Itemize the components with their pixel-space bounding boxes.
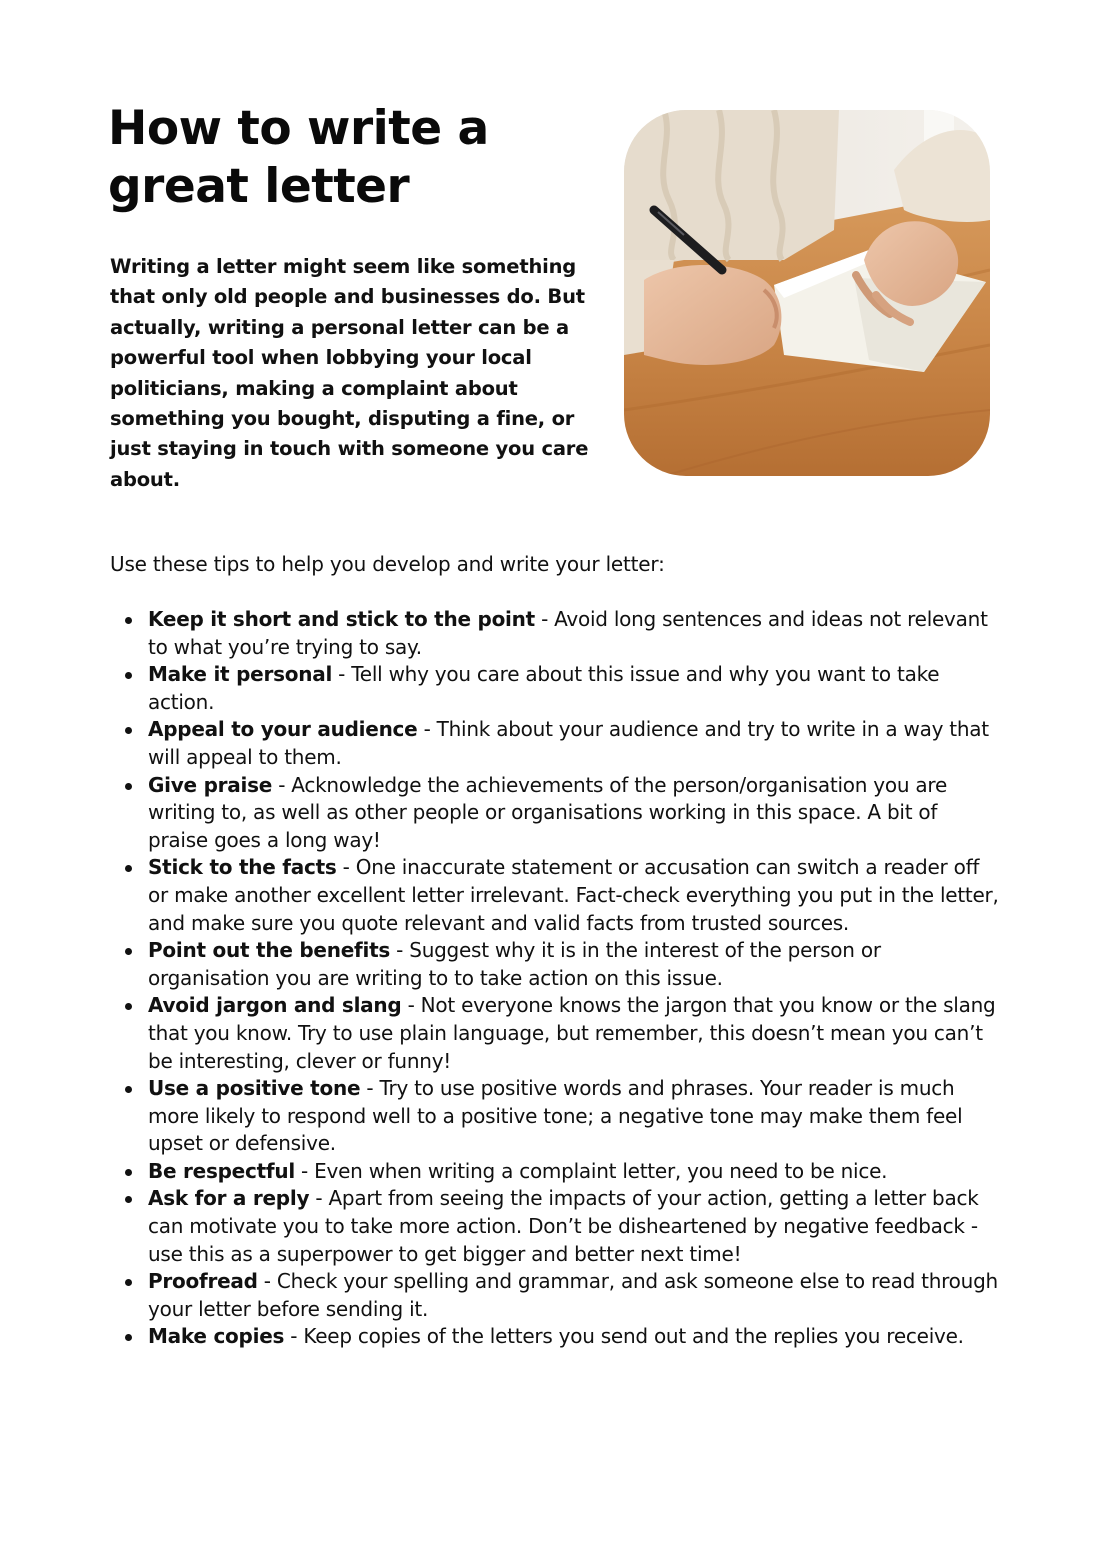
- list-item: [110, 854, 1000, 937]
- tip-text: - Not everyone knows the jargon that you know or the slang that you know. Try to use plain language, but remember, this doesn’t mean you can’t be interesting, clever or funny!: [148, 993, 996, 1073]
- tips-list: [110, 606, 1000, 1351]
- tip-text: - One inaccurate statement or accusation can switch a reader off or make another excellent letter irrelevant. Fact-check everything you put in the letter, and make sure you quote relevant and valid facts from trusted sources.: [148, 855, 999, 935]
- tip-term: Point out the benefits: [148, 938, 391, 963]
- list-item: [110, 937, 1000, 992]
- intro-paragraph: Writing a letter might seem like something that only old people and businesses do. But actually, writing a personal letter can be a powerful tool when lobbying your local politicians, making a complaint about something you bought, disputing a fine, or just staying in touch with someone you care about.: [110, 255, 589, 491]
- list-item: [110, 992, 1000, 1075]
- tip-term: Give praise: [148, 772, 273, 797]
- bullet-icon: [125, 865, 132, 872]
- list-item: [110, 1185, 1000, 1268]
- bullet-icon: [125, 1279, 132, 1286]
- bullet-icon: [125, 1334, 132, 1341]
- tip-text: - Try to use positive words and phrases. Your reader is much more likely to respond well to a positive tone; a negative tone may make them feel upset or defensive.: [148, 1076, 963, 1156]
- letter-writing-photo: [624, 110, 990, 476]
- list-item: [110, 606, 1000, 661]
- tip-text: - Think about your audience and try to write in a way that will appeal to them.: [148, 717, 989, 769]
- tip-term: Stick to the facts: [148, 855, 337, 880]
- tip-term: Ask for a reply: [148, 1186, 310, 1211]
- tips-lead-text: Use these tips to help you develop and write your letter:: [110, 552, 665, 576]
- list-item: [110, 1323, 1000, 1351]
- list-item: [110, 1075, 1000, 1158]
- tip-text: - Even when writing a complaint letter, you need to be nice.: [294, 1158, 888, 1183]
- tip-term: Be respectful: [148, 1158, 295, 1183]
- bullet-icon: [125, 617, 132, 624]
- tip-term: Avoid jargon and slang: [148, 993, 402, 1018]
- list-item: [110, 716, 1000, 771]
- tip-term: Keep it short and stick to the point: [148, 607, 535, 631]
- list-item: [110, 772, 1000, 855]
- bullet-icon: [125, 1196, 132, 1203]
- bullet-icon: [125, 1003, 132, 1010]
- tip-text: - Acknowledge the achievements of the person/organisation you are writing to, as well as other people or organisations working in this space. A bit of praise goes a long way!: [148, 772, 947, 852]
- hand-writing-illustration: [624, 110, 990, 476]
- tip-text: - Tell why you care about this issue and why you want to take action.: [148, 662, 940, 714]
- bullet-icon: [125, 948, 132, 955]
- list-item: [110, 1158, 1000, 1186]
- tip-text: - Keep copies of the letters you send out and the replies you receive.: [284, 1324, 964, 1349]
- bullet-icon: [125, 727, 132, 734]
- bullet-icon: [125, 1169, 132, 1176]
- bullet-icon: [125, 672, 132, 679]
- tip-term: Make it personal: [148, 662, 333, 687]
- bullet-icon: [125, 783, 132, 790]
- page-title: How to write a great letter: [108, 101, 489, 214]
- tip-text: - Check your spelling and grammar, and ask someone else to read through your letter before sending it.: [148, 1269, 998, 1321]
- tip-text: - Apart from seeing the impacts of your action, getting a letter back can motivate you to take more action. Don’t be disheartened by negative feedback - use this as a superpower to get bigger and better next time!: [148, 1186, 979, 1266]
- tip-text: - Suggest why it is in the interest of the person or organisation you are writing to to take action on this issue.: [148, 938, 881, 990]
- tip-text: - Avoid long sentences and ideas not relevant to what you’re trying to say.: [148, 607, 988, 659]
- tip-term: Make copies: [148, 1324, 285, 1349]
- tip-term: Use a positive tone: [148, 1076, 361, 1101]
- bullet-icon: [125, 1086, 132, 1093]
- tip-term: Appeal to your audience: [148, 717, 418, 742]
- tip-term: Proofread: [148, 1269, 258, 1294]
- list-item: [110, 1268, 1000, 1323]
- list-item: [110, 661, 1000, 716]
